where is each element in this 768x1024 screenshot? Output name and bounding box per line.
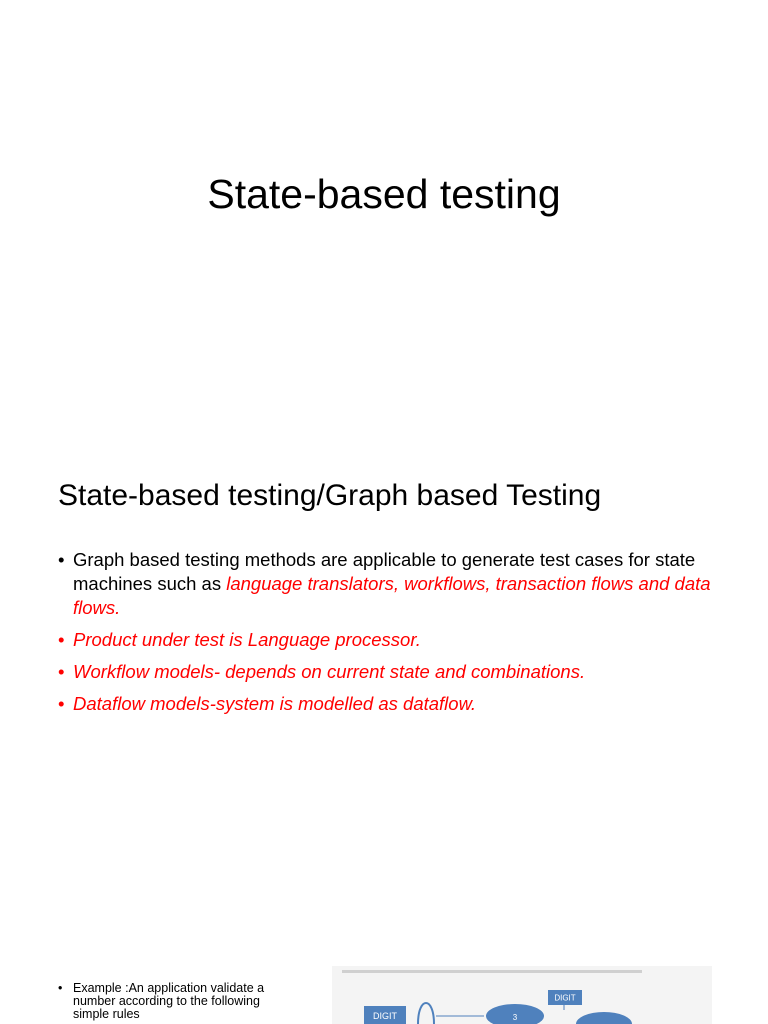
- example-text: Example :An application validate a number according to the following simple rules: [73, 981, 265, 1021]
- slide-heading: State-based testing/Graph based Testing: [58, 479, 602, 512]
- bullet-text-plain: Graph based testing methods are applicable to generate test cases for state machines such as: [73, 549, 696, 594]
- bullet-item-dataflow-models: [58, 692, 718, 716]
- bullet-item-language-processor: [58, 628, 718, 652]
- slide-title: [0, 0, 768, 432]
- bullet-dot: •: [58, 549, 65, 570]
- state-node-label: 3: [512, 1013, 518, 1022]
- bullet-text-highlight: language translators, workflows, transaction flows and data flows.: [73, 573, 711, 618]
- example-list: [58, 982, 298, 1021]
- slide-example: [0, 952, 768, 1024]
- bullet-item-workflow-models: [58, 660, 718, 684]
- bullet-text: Workflow models- depends on current state and combinations.: [73, 661, 586, 682]
- slide-graph-based-testing: [0, 432, 768, 952]
- bullet-dot: •: [58, 661, 65, 682]
- digit-label-right: DIGIT: [554, 993, 576, 1003]
- slide-title-text: State-based testing: [207, 171, 561, 217]
- state-diagram: [332, 966, 712, 1024]
- bullet-dot: •: [58, 629, 65, 650]
- bullet-dot: •: [58, 981, 63, 995]
- example-item: [58, 982, 298, 1021]
- diagram-caption-blur: [342, 970, 642, 973]
- digit-label-left: DIGIT: [373, 1011, 397, 1021]
- bullet-text: Dataflow models-system is modelled as dataflow.: [73, 693, 477, 714]
- bullet-list: [58, 548, 718, 724]
- bullet-item-applicability: [58, 548, 718, 620]
- bullet-text: Product under test is Language processor.: [73, 629, 421, 650]
- bullet-dot: •: [58, 693, 65, 714]
